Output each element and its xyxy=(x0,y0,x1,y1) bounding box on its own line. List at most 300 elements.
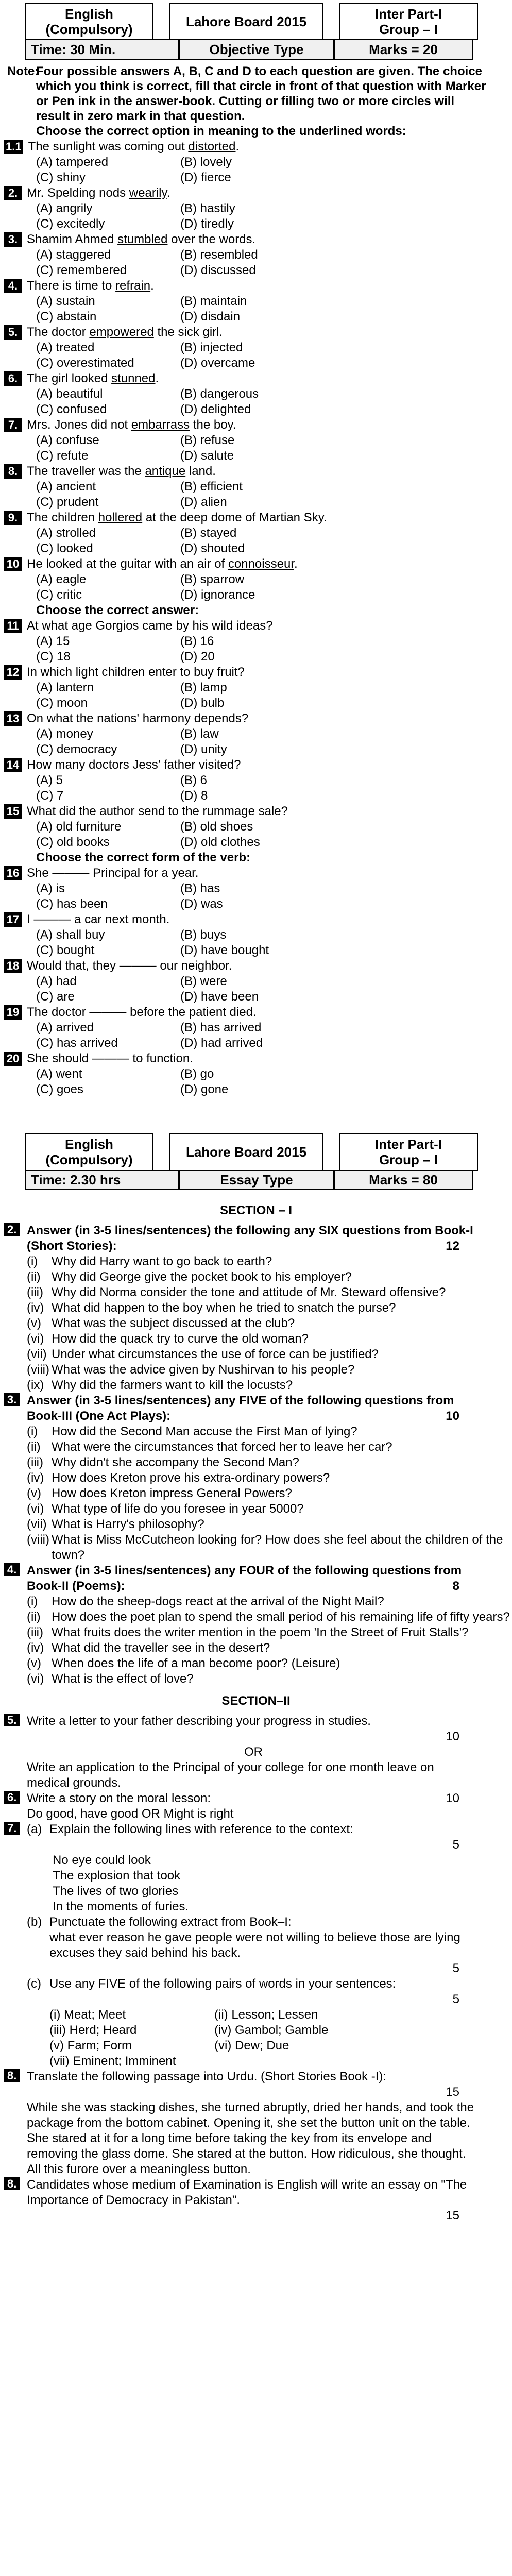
option-a: (A) arrived xyxy=(36,1021,94,1035)
sub-question-text: How does Kreton impress General Powers? xyxy=(52,1486,292,1500)
q8b-text: Candidates whose medium of Examination is English will write an essay on "The Importance of Democracy in Pakistan". xyxy=(27,2178,467,2207)
underlined-word: antique xyxy=(145,464,186,478)
sub-question xyxy=(27,1609,512,1625)
option-a: (A) old furniture xyxy=(36,820,122,834)
question-number: 8. xyxy=(4,2177,20,2190)
sub-question-text: What fruits does the writer mention in the poem 'In the Street of Fruit Stalls'? xyxy=(52,1625,469,1639)
q6-text: Write a story on the moral lesson: xyxy=(27,1791,211,1805)
option-c: (C) remembered xyxy=(36,263,127,277)
options xyxy=(36,927,512,958)
question-number: 7. xyxy=(4,418,22,432)
question-text: At what age Gorgios came by his wild ideas? xyxy=(27,619,273,633)
options xyxy=(36,974,512,1005)
question-number: 4. xyxy=(4,279,22,293)
option-b: (B) law xyxy=(180,727,219,741)
question-marks: 10 xyxy=(446,1409,459,1423)
option-b: (B) 16 xyxy=(180,634,214,648)
roman-numeral: (vi) xyxy=(27,1502,44,1516)
question-number: 18 xyxy=(4,959,22,973)
option-d: (D) alien xyxy=(180,495,227,509)
underlined-word: hollered xyxy=(98,511,143,524)
option-b: (B) hastily xyxy=(180,201,235,215)
question-text: The girl looked stunned. xyxy=(27,371,159,385)
mcq-question xyxy=(4,866,512,881)
question-head xyxy=(27,1563,480,1594)
sub-question xyxy=(27,1254,512,1269)
roman-numeral: (vii) xyxy=(27,1347,47,1361)
mcq-question xyxy=(4,711,512,726)
options xyxy=(36,526,512,556)
option-d: (D) gone xyxy=(180,1082,229,1096)
question-heading: Answer (in 3-5 lines/sentences) any FIVE of the following questions from Book-III (One Act Plays): xyxy=(27,1394,454,1423)
sub-question-text: What did the traveller see in the desert? xyxy=(52,1641,270,1655)
question-text: Shamim Ahmed stumbled over the words. xyxy=(27,232,256,246)
roman-numeral: (viii) xyxy=(27,1533,49,1547)
roman-numeral: (vi) xyxy=(27,1672,44,1686)
sub-question xyxy=(27,1347,512,1362)
question-4 xyxy=(0,1563,512,1687)
option-d: (D) unity xyxy=(180,742,227,756)
paper-type-2: Essay Type xyxy=(179,1170,334,1190)
question-row xyxy=(4,1563,512,1594)
objective-subheader xyxy=(25,39,512,60)
question-number: 16 xyxy=(4,866,22,880)
sub-question xyxy=(27,1470,512,1486)
word-pair: (vi) Dew; Due xyxy=(214,2039,289,2053)
question-number-cell xyxy=(4,1223,27,1254)
q7b-text: Punctuate the following extract from Book–I: xyxy=(49,1915,292,1929)
subject-name: English xyxy=(65,6,113,22)
question-text: The doctor ——— before the patient died. xyxy=(27,1005,257,1019)
question-row xyxy=(4,1223,512,1254)
option-a: (A) confuse xyxy=(36,433,99,447)
subject-qualifier: (Compulsory) xyxy=(45,22,133,37)
sub-question-text: How does the poet plan to spend the small period of his remaining life of fifty years? xyxy=(52,1610,510,1624)
option-a: (A) angrily xyxy=(36,201,93,215)
option-d: (D) disdain xyxy=(180,310,241,324)
board-name: Lahore Board 2015 xyxy=(185,14,307,29)
question-number: 8. xyxy=(4,2069,20,2082)
roman-numeral: (v) xyxy=(27,1486,41,1500)
option-d: (D) tiredly xyxy=(180,217,234,231)
part-box xyxy=(339,3,478,40)
question-6 xyxy=(4,1791,512,1822)
option-b: (B) resembled xyxy=(180,248,258,262)
question-text: Mr. Spelding nods wearily. xyxy=(27,186,170,200)
options xyxy=(36,479,512,510)
q7a-label: (a) xyxy=(27,1822,42,1836)
question-text: The doctor empowered the sick girl. xyxy=(27,325,223,339)
option-c: (C) bought xyxy=(36,943,95,957)
roman-numeral: (ix) xyxy=(27,1378,44,1392)
part-label-2: Inter Part-I xyxy=(374,1137,442,1152)
option-b: (B) maintain xyxy=(180,294,247,308)
mcq-question xyxy=(4,1051,512,1066)
question-5 xyxy=(4,1714,512,1791)
mcq-question xyxy=(4,325,512,340)
sub-question-text: Why didn't she accompany the Second Man? xyxy=(52,1455,299,1469)
option-d: (D) delighted xyxy=(180,402,251,416)
mcq-question xyxy=(4,618,512,634)
sub-question-text: What were the circumstances that forced her to leave her car? xyxy=(52,1440,392,1454)
underlined-word: wearily xyxy=(129,186,167,200)
time-label: Time: 30 Min. xyxy=(25,39,179,60)
option-a: (A) lantern xyxy=(36,681,94,694)
roman-numeral: (iii) xyxy=(27,1455,43,1469)
q5-text: Write a letter to your father describing your progress in studies. xyxy=(27,1714,371,1728)
question-number: 5. xyxy=(4,325,22,340)
roman-numeral: (i) xyxy=(27,1255,38,1268)
option-a: (A) eagle xyxy=(36,572,87,586)
question-head xyxy=(27,1393,480,1424)
option-d: (D) ignorance xyxy=(180,588,255,602)
instruction-2: Choose the correct answer: xyxy=(36,603,199,617)
note-block xyxy=(7,64,491,124)
option-d: (D) have bought xyxy=(180,943,269,957)
objective-header xyxy=(25,3,512,40)
q8-passage: While she was stacking dishes, she turned abruptly, dried her hands, and took the package from the bottom cabinet. Opening it, she set the button unit on the table. She stared at it for a long time before taking the key from its envelope and removing the glass dome. She stared at the button. How ridiculous, she thought. All this furore over a meaningless button. xyxy=(27,2100,474,2176)
instruction-1: Choose the correct option in meaning to the underlined words: xyxy=(36,124,406,138)
options xyxy=(36,294,512,325)
question-number: 17 xyxy=(4,912,22,927)
q7b-label: (b) xyxy=(27,1915,42,1929)
option-d: (D) shouted xyxy=(180,541,245,555)
mcq-question xyxy=(4,232,512,247)
sub-question xyxy=(27,1625,512,1640)
sub-question xyxy=(27,1269,512,1285)
option-c: (C) refute xyxy=(36,449,89,463)
option-d: (D) overcame xyxy=(180,356,255,370)
underlined-word: stumbled xyxy=(117,232,168,246)
roman-numeral: (viii) xyxy=(27,1363,49,1377)
q8-text: Translate the following passage into Urdu. (Short Stories Book -I): xyxy=(27,2070,387,2083)
sub-question xyxy=(27,1362,512,1378)
options xyxy=(36,680,512,711)
option-b: (B) sparrow xyxy=(180,572,245,586)
question-text: How many doctors Jess' father visited? xyxy=(27,758,241,772)
question-number: 8. xyxy=(4,464,22,479)
q7b-extract: what ever reason he gave people were not willing to believe those are lying excuses they said behind his back. xyxy=(49,1930,460,1960)
roman-numeral: (v) xyxy=(27,1316,41,1330)
option-c: (C) abstain xyxy=(36,310,97,324)
mcq-section-1 xyxy=(0,139,512,603)
note-text: Four possible answers A, B, C and D to each question are given. The choice which you think is correct, fill that circle in front of that question with Marker or Pen ink in the answer-book. Cutting or filling two or more circles will result in zero mark in that question. xyxy=(36,64,486,123)
roman-numeral: (vii) xyxy=(27,1517,47,1531)
question-number: 3. xyxy=(4,1393,20,1406)
sub-question-text: Why did Norma consider the tone and attitude of Mr. Steward offensive? xyxy=(52,1285,446,1299)
options xyxy=(36,773,512,804)
part-box-2 xyxy=(339,1133,478,1171)
roman-numeral: (iv) xyxy=(27,1641,44,1655)
sub-question-text: How did the quack try to curve the old woman? xyxy=(52,1332,309,1346)
sub-question xyxy=(27,1594,512,1609)
question-text: In which light children enter to buy fruit? xyxy=(27,665,245,679)
word-pair: (v) Farm; Form xyxy=(49,2039,132,2053)
or-label: OR xyxy=(244,1745,263,1759)
question-number: 6. xyxy=(4,371,22,386)
options xyxy=(36,634,512,665)
sub-question-text: How did the Second Man accuse the First Man of lying? xyxy=(52,1425,357,1438)
q6-story-options: Do good, have good OR Might is right xyxy=(27,1807,234,1821)
roman-numeral: (ii) xyxy=(27,1610,41,1624)
poem-line: The explosion that took xyxy=(53,1869,181,1883)
options xyxy=(36,201,512,232)
question-text: The traveller was the antique land. xyxy=(27,464,216,478)
question-number: 9. xyxy=(4,511,22,525)
word-pair: (iii) Herd; Heard xyxy=(49,2023,137,2037)
question-number: 10 xyxy=(4,557,22,571)
option-a: (A) tampered xyxy=(36,155,109,169)
option-a: (A) went xyxy=(36,1067,82,1081)
mcq-question xyxy=(4,139,512,155)
q7c-label: (c) xyxy=(27,1977,41,1991)
q7c-text: Use any FIVE of the following pairs of words in your sentences: xyxy=(49,1977,396,1991)
option-a: (A) treated xyxy=(36,341,95,354)
question-row xyxy=(4,1393,512,1424)
sub-question-text: Why did George give the pocket book to his employer? xyxy=(52,1270,352,1284)
sub-question xyxy=(27,1656,512,1671)
option-d: (D) discussed xyxy=(180,263,256,277)
sub-question-text: Under what circumstances the use of force can be justified? xyxy=(52,1347,379,1361)
question-number: 2. xyxy=(4,1223,20,1236)
option-b: (B) were xyxy=(180,974,227,988)
mcq-question xyxy=(4,278,512,294)
mcq-question xyxy=(4,371,512,386)
option-c: (C) moon xyxy=(36,696,88,710)
underlined-word: refrain xyxy=(115,279,151,293)
option-a: (A) had xyxy=(36,974,77,988)
subject-box xyxy=(25,3,153,40)
underlined-word: empowered xyxy=(89,325,154,339)
mcq-question xyxy=(4,958,512,974)
option-c: (C) shiny xyxy=(36,171,86,184)
word-pair: (iv) Gambol; Gamble xyxy=(214,2023,329,2037)
option-d: (D) fierce xyxy=(180,171,231,184)
option-c: (C) overestimated xyxy=(36,356,134,370)
poem-lines xyxy=(53,1853,480,1914)
question-text: What did the author send to the rummage sale? xyxy=(27,804,288,818)
option-d: (D) had arrived xyxy=(180,1036,263,1050)
paper-type: Objective Type xyxy=(179,39,334,60)
sub-question-text: What type of life do you foresee in year 5000? xyxy=(52,1502,304,1516)
word-pair xyxy=(214,2054,400,2069)
question-text: The children hollered at the deep dome of Martian Sky. xyxy=(27,511,327,524)
option-b: (B) old shoes xyxy=(180,820,253,834)
word-pair: (ii) Lesson; Lessen xyxy=(214,2008,318,2022)
word-pairs xyxy=(49,2007,480,2069)
question-number-cell xyxy=(4,1563,27,1594)
mcq-question xyxy=(4,757,512,773)
question-number: 11 xyxy=(4,619,22,633)
mcq-question xyxy=(4,804,512,819)
q7a-marks: 5 xyxy=(452,1838,459,1852)
question-marks: 8 xyxy=(452,1579,459,1593)
question-text: There is time to refrain. xyxy=(27,279,154,293)
options xyxy=(36,1020,512,1051)
question-number: 19 xyxy=(4,1005,22,1020)
sub-question xyxy=(27,1285,512,1300)
mcq-question xyxy=(4,1005,512,1020)
question-number: 14 xyxy=(4,758,22,772)
option-d: (D) old clothes xyxy=(180,835,260,849)
sub-question xyxy=(27,1331,512,1347)
mcq-question xyxy=(4,912,512,927)
subject-box-2 xyxy=(25,1133,153,1171)
option-a: (A) shall buy xyxy=(36,928,105,942)
options xyxy=(36,819,512,850)
q8-marks: 15 xyxy=(446,2085,459,2099)
question-7 xyxy=(4,1822,512,2069)
roman-numeral: (v) xyxy=(27,1656,41,1670)
question-number: 6. xyxy=(4,1791,20,1804)
question-text: She ——— Principal for a year. xyxy=(27,866,199,880)
question-text: He looked at the guitar with an air of connoisseur. xyxy=(27,557,298,571)
q5-marks: 10 xyxy=(446,1730,459,1743)
options xyxy=(36,386,512,417)
question-number: 20 xyxy=(4,1052,22,1066)
subject-qualifier-2: (Compulsory) xyxy=(45,1152,133,1167)
question-text: I ——— a car next month. xyxy=(27,912,170,926)
underlined-word: distorted xyxy=(188,140,236,154)
option-b: (B) has arrived xyxy=(180,1021,262,1035)
sub-question-text: Why did Harry want to go back to earth? xyxy=(52,1255,272,1268)
option-b: (B) injected xyxy=(180,341,243,354)
option-c: (C) democracy xyxy=(36,742,117,756)
option-b: (B) stayed xyxy=(180,526,237,540)
question-marks: 12 xyxy=(446,1239,459,1253)
sub-question xyxy=(27,1671,512,1687)
instruction-3: Choose the correct form of the verb: xyxy=(36,851,251,865)
option-a: (A) 5 xyxy=(36,773,63,787)
option-b: (B) has xyxy=(180,882,220,895)
essay-subheader xyxy=(25,1170,512,1190)
option-b: (B) lovely xyxy=(180,155,232,169)
q7c-marks: 5 xyxy=(452,1992,459,2006)
question-8-alt xyxy=(4,2177,512,2224)
poem-line: The lives of two glories xyxy=(53,1884,179,1898)
board-box-2 xyxy=(169,1133,323,1171)
group-label: Group – I xyxy=(379,22,438,37)
option-b: (B) lamp xyxy=(180,681,227,694)
sub-question xyxy=(27,1378,512,1393)
option-c: (C) 7 xyxy=(36,789,64,803)
roman-numeral: (iii) xyxy=(27,1285,43,1299)
part-label: Inter Part-I xyxy=(374,6,442,22)
question-8 xyxy=(4,2069,512,2177)
q5-alt: Write an application to the Principal of your college for one month leave on medical grounds. xyxy=(27,1760,434,1790)
roman-numeral: (i) xyxy=(27,1595,38,1608)
options xyxy=(36,340,512,371)
option-c: (C) excitedly xyxy=(36,217,105,231)
option-d: (D) salute xyxy=(180,449,234,463)
underlined-word: embarrass xyxy=(131,418,190,432)
sub-question xyxy=(27,1517,512,1532)
question-head xyxy=(27,1223,480,1254)
sub-question-text: What is Miss McCutcheon looking for? How does she feel about the children of the town? xyxy=(52,1533,503,1562)
option-c: (C) old books xyxy=(36,835,110,849)
option-b: (B) 6 xyxy=(180,773,208,787)
q6-marks: 10 xyxy=(446,1791,459,1805)
option-d: (D) 20 xyxy=(180,650,215,664)
word-pair: (vii) Eminent; Imminent xyxy=(49,2054,176,2068)
sub-question xyxy=(27,1486,512,1501)
question-2 xyxy=(0,1223,512,1393)
option-b: (B) dangerous xyxy=(180,387,259,401)
sub-question-text: What did happen to the boy when he tried to snatch the purse? xyxy=(52,1301,396,1315)
poem-line: No eye could look xyxy=(53,1853,151,1867)
section-2-title: SECTION–II xyxy=(221,1694,291,1708)
mcq-question xyxy=(4,510,512,526)
option-b: (B) go xyxy=(180,1067,214,1081)
option-d: (D) 8 xyxy=(180,789,208,803)
marks-label-2: Marks = 80 xyxy=(334,1170,473,1190)
option-a: (A) ancient xyxy=(36,480,96,494)
mcq-question xyxy=(4,556,512,572)
option-d: (D) bulb xyxy=(180,696,225,710)
word-pair: (i) Meat; Meet xyxy=(49,2008,126,2022)
option-c: (C) has been xyxy=(36,897,108,911)
option-a: (A) staggered xyxy=(36,248,111,262)
sub-question xyxy=(27,1501,512,1517)
mcq-section-2 xyxy=(0,618,512,850)
marks-label: Marks = 20 xyxy=(334,39,473,60)
options xyxy=(36,247,512,278)
roman-numeral: (iv) xyxy=(27,1471,44,1485)
mcq-question xyxy=(4,185,512,201)
sub-question-text: When does the life of a man become poor? (Leisure) xyxy=(52,1656,340,1670)
roman-numeral: (ii) xyxy=(27,1270,41,1284)
sub-question xyxy=(27,1640,512,1656)
option-c: (C) goes xyxy=(36,1082,84,1096)
option-c: (C) 18 xyxy=(36,650,71,664)
question-number: 13 xyxy=(4,711,22,726)
essay-header xyxy=(25,1133,512,1171)
board-name-2: Lahore Board 2015 xyxy=(185,1144,307,1160)
option-c: (C) looked xyxy=(36,541,93,555)
sub-question xyxy=(27,1532,512,1563)
question-text: She should ——— to function. xyxy=(27,1052,193,1065)
question-number-cell xyxy=(4,1393,27,1424)
time-label-2: Time: 2.30 hrs xyxy=(25,1170,179,1190)
question-number: 2. xyxy=(4,186,22,200)
note-label: Note: xyxy=(7,64,39,78)
option-b: (B) efficient xyxy=(180,480,243,494)
option-a: (A) sustain xyxy=(36,294,95,308)
option-c: (C) critic xyxy=(36,588,82,602)
mcq-question xyxy=(4,665,512,680)
sub-question xyxy=(27,1424,512,1439)
sub-question-text: What was the subject discussed at the club? xyxy=(52,1316,295,1330)
sub-question-text: Why did the farmers want to kill the locusts? xyxy=(52,1378,293,1392)
board-box xyxy=(169,3,323,40)
option-b: (B) buys xyxy=(180,928,227,942)
option-a: (A) strolled xyxy=(36,526,96,540)
option-c: (C) has arrived xyxy=(36,1036,118,1050)
mcq-question xyxy=(4,464,512,479)
options xyxy=(36,881,512,912)
options xyxy=(36,1066,512,1097)
option-a: (A) beautiful xyxy=(36,387,103,401)
section-1-title: SECTION – I xyxy=(219,1204,293,1217)
roman-numeral: (iii) xyxy=(27,1625,43,1639)
group-label-2: Group – I xyxy=(379,1152,438,1167)
roman-numeral: (iv) xyxy=(27,1301,44,1315)
options xyxy=(36,572,512,603)
sub-question-text: What is the effect of love? xyxy=(52,1672,194,1686)
question-heading: Answer (in 3-5 lines/sentences) the following any SIX questions from Book-I (Short Stories): xyxy=(27,1224,473,1253)
roman-numeral: (ii) xyxy=(27,1440,41,1454)
question-number: 15 xyxy=(4,804,22,819)
